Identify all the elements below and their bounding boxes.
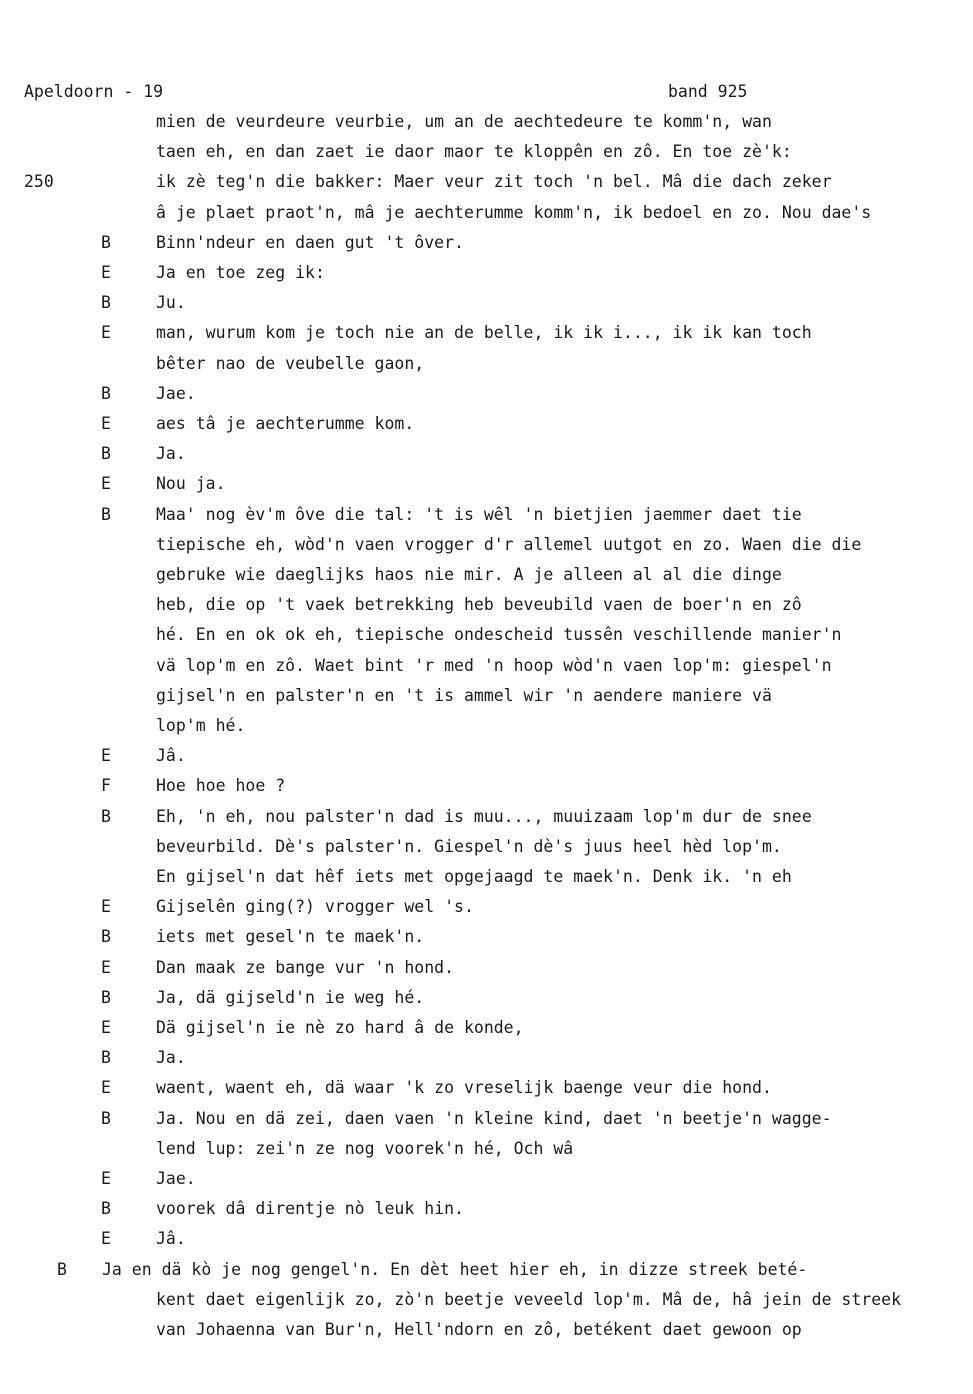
speaker-mark: B (101, 1048, 111, 1068)
speaker-mark: B (101, 293, 111, 313)
utterance-text: Ja. Nou en dä zei, daen vaen 'n kleine kind, daet 'n beetje'n wagge- (156, 1108, 832, 1128)
utterance-text: voorek dâ direntje nò leuk hin. (156, 1199, 464, 1219)
utterance-text: bêter nao de veubelle gaon, (156, 353, 425, 373)
utterance-text: van Johaenna van Bur'n, Hell'ndorn en zô, betékent daet gewoon op (156, 1320, 802, 1339)
speaker-mark: B (101, 444, 111, 464)
utterance-text: Nou ja. (156, 474, 226, 494)
utterance-text: waent, waent eh, dä waar 'k zo vreselijk baenge veur die hond. (156, 1078, 772, 1098)
speaker-mark: E (101, 474, 111, 494)
utterance-text: Dan maak ze bange vur 'n hond. (156, 957, 455, 977)
utterance-text: â je plaet praot'n, mâ je aechterumme komm'n, ik bedoel en zo. Nou dae's (156, 202, 872, 222)
speaker-mark: E (101, 1169, 111, 1188)
utterance-text: Ja en toe zeg ik: (156, 263, 325, 282)
speaker-mark: B (101, 383, 111, 403)
page-header-location: Apeldoorn - 19 (24, 82, 164, 101)
utterance-text: gebruke wie daeglijks haos nie mir. A je alleen al al die dinge (156, 565, 782, 584)
utterance-text: aes tâ je aechterumme kom. (156, 414, 415, 433)
utterance-text: beveurbild. Dè's palster'n. Giespel'n dè's juus heel hèd lop'm. (156, 836, 782, 856)
utterance-text: Ja. (156, 444, 186, 464)
utterance-text: Hoe hoe hoe ? (156, 776, 286, 796)
utterance-text: mien de veurdeure veurbie, um an de aechtedeure te komm'n, wan (156, 112, 772, 131)
speaker-mark: B (57, 1259, 67, 1279)
speaker-mark: E (101, 414, 111, 433)
speaker-mark: B (101, 806, 111, 826)
utterance-text: Jâ. (156, 746, 186, 766)
speaker-mark: E (101, 1078, 111, 1098)
speaker-mark: B (101, 232, 111, 252)
speaker-mark: B (101, 504, 111, 524)
speaker-mark: E (101, 1229, 111, 1249)
utterance-text: Binn'ndeur en daen gut 't ôver. (156, 232, 464, 252)
speaker-mark: B (101, 1199, 111, 1219)
speaker-mark: B (101, 987, 111, 1007)
utterance-text: Jae. (156, 1169, 196, 1188)
utterance-text: En gijsel'n dat hêf iets met opgejaagd te maek'n. Denk ik. 'n eh (156, 867, 792, 886)
utterance-text: kent daet eigenlijk zo, zò'n beetje veveeld lop'm. Mâ de, hâ jein de streek (156, 1289, 902, 1309)
utterance-text: Gijselên ging(?) vrogger wel 's. (156, 897, 474, 917)
utterance-text: Ja en dä kò je nog gengel'n. En dèt heet hier eh, in dizze streek beté- (102, 1259, 808, 1279)
utterance-text: Jâ. (156, 1229, 186, 1249)
utterance-text: gijsel'n en palster'n en 't is ammel wir 'n aendere maniere vä (156, 685, 772, 705)
utterance-text: Dä gijsel'n ie nè zo hard â de konde, (156, 1018, 524, 1037)
utterance-text: ik zè teg'n die bakker: Maer veur zit toch 'n bel. Mâ die dach zeker (156, 172, 832, 192)
utterance-text: Ju. (156, 293, 186, 313)
speaker-mark: B (101, 927, 111, 947)
utterance-text: tiepische eh, wòd'n vaen vrogger d'r allemel uutgot en zo. Waen die die (156, 534, 862, 554)
utterance-text: lend lup: zei'n ze nog voorek'n hé, Och wâ (156, 1138, 574, 1158)
utterance-text: heb, die op 't vaek betrekking heb beveubild vaen de boer'n en zô (156, 595, 802, 615)
speaker-mark: E (101, 957, 111, 977)
utterance-text: Jae. (156, 383, 196, 403)
utterance-text: hé. En en ok ok eh, tiepische ondescheid tussên veschillende manier'n (156, 625, 842, 645)
page-header-tape: band 925 (668, 82, 748, 101)
utterance-text: Ja, dä gijseld'n ie weg hé. (156, 987, 425, 1007)
utterance-text: vä lop'm en zô. Waet bint 'r med 'n hoop wòd'n vaen lop'm: giespel'n (156, 655, 832, 675)
speaker-mark: E (101, 897, 111, 917)
utterance-text: taen eh, en dan zaet ie daor maor te kloppên en zô. En toe zè'k: (156, 142, 792, 162)
speaker-mark: E (101, 1018, 111, 1037)
line-number: 250 (24, 172, 54, 192)
speaker-mark: E (101, 746, 111, 766)
speaker-mark: F (101, 776, 111, 796)
utterance-text: man, wurum kom je toch nie an de belle, ik ik i..., ik ik kan toch (156, 323, 812, 343)
speaker-mark: E (101, 263, 111, 282)
utterance-text: Maa' nog èv'm ôve die tal: 't is wêl 'n bietjien jaemmer daet tie (156, 504, 802, 524)
utterance-text: Ja. (156, 1048, 186, 1068)
utterance-text: iets met gesel'n te maek'n. (156, 927, 425, 947)
speaker-mark: E (101, 323, 111, 343)
utterance-text: Eh, 'n eh, nou palster'n dad is muu..., muuizaam lop'm dur de snee (156, 806, 812, 826)
speaker-mark: B (101, 1108, 111, 1128)
utterance-text: lop'm hé. (156, 716, 246, 735)
